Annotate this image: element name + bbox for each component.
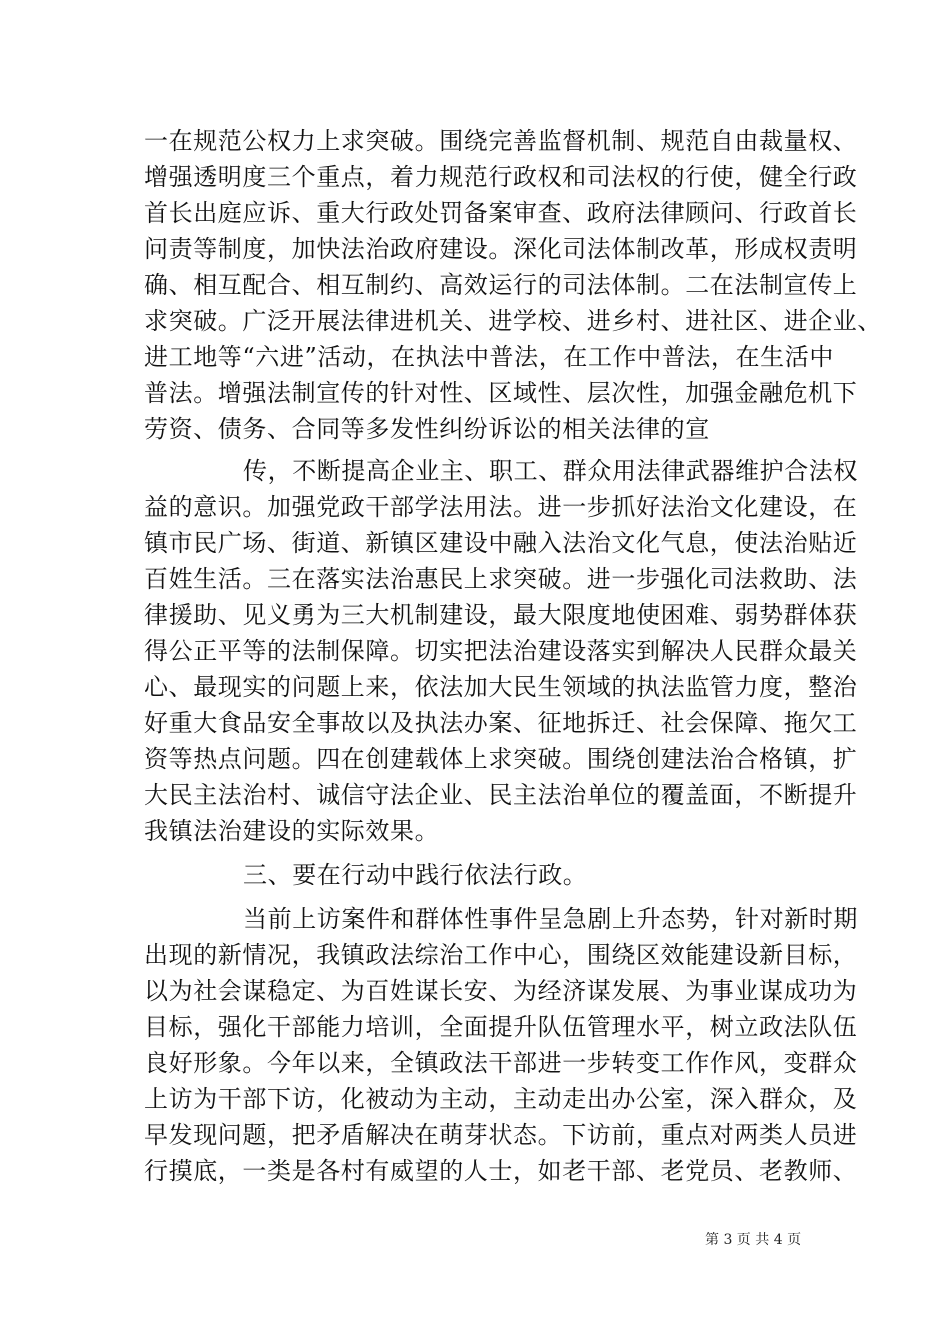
body-line: 镇市民广场、街道、新镇区建设中融入法治文化气息，使法治贴近 — [144, 529, 858, 557]
body-line: 早发现问题，把矛盾解决在萌芽状态。下访前，重点对两类人员进 — [144, 1121, 858, 1149]
body-line: 问责等制度，加快法治政府建设。深化司法体制改革，形成权责明 — [144, 235, 858, 263]
body-line: 增强透明度三个重点，着力规范行政权和司法权的行使，健全行政 — [144, 163, 858, 191]
body-line: 首长出庭应诉、重大行政处罚备案审查、政府法律顾问、行政首长 — [144, 199, 858, 227]
body-line: 出现的新情况，我镇政法综治工作中心，围绕区效能建设新目标， — [144, 941, 858, 969]
body-line: 百姓生活。三在落实法治惠民上求突破。进一步强化司法救助、法 — [144, 565, 858, 593]
body-line: 确、相互配合、相互制约、高效运行的司法体制。二在法制宣传上 — [144, 271, 858, 299]
body-line: 当前上访案件和群体性事件呈急剧上升态势，针对新时期 — [243, 905, 858, 933]
body-line: 以为社会谋稳定、为百姓谋长安、为经济谋发展、为事业谋成功为 — [144, 977, 858, 1005]
body-line: 传，不断提高企业主、职工、群众用法律武器维护合法权 — [243, 457, 858, 485]
body-line: 得公正平等的法制保障。切实把法治建设落实到解决人民群众最关 — [144, 637, 858, 665]
body-line: 资等热点问题。四在创建载体上求突破。围绕创建法治合格镇，扩 — [144, 745, 858, 773]
body-line: 目标，强化干部能力培训，全面提升队伍管理水平，树立政法队伍 — [144, 1013, 858, 1041]
body-line: 律援助、见义勇为三大机制建设，最大限度地使困难、弱势群体获 — [144, 601, 858, 629]
body-line: 求突破。广泛开展法律进机关、进学校、进乡村、进社区、进企业、 — [144, 307, 882, 335]
body-line: 益的意识。加强党政干部学法用法。进一步抓好法治文化建设，在 — [144, 493, 858, 521]
body-line: 良好形象。今年以来，全镇政法干部进一步转变工作作风，变群众 — [144, 1049, 858, 1077]
body-line: 上访为干部下访，化被动为主动，主动走出办公室，深入群众，及 — [144, 1085, 858, 1113]
body-line: 一在规范公权力上求突破。围绕完善监督机制、规范自由裁量权、 — [144, 127, 858, 155]
body-line: 心、最现实的问题上来，依法加大民生领域的执法监管力度，整治 — [144, 673, 858, 701]
body-line: 好重大食品安全事故以及执法办案、征地拆迁、社会保障、拖欠工 — [144, 709, 858, 737]
body-line: 普法。增强法制宣传的针对性、区域性、层次性，加强金融危机下 — [144, 379, 858, 407]
body-line: 行摸底，一类是各村有威望的人士，如老干部、老党员、老教师、 — [144, 1157, 858, 1185]
body-line: 大民主法治村、诚信守法企业、民主法治单位的覆盖面，不断提升 — [144, 781, 858, 809]
body-line: 劳资、债务、合同等多发性纠纷诉讼的相关法律的宣 — [144, 415, 710, 443]
body-line: 我镇法治建设的实际效果。 — [144, 817, 440, 845]
section-heading: 三、要在行动中践行依法行政。 — [243, 861, 588, 889]
page-number-footer: 第 3 页 共 4 页 — [705, 1232, 802, 1248]
body-line: 进工地等“六进”活动，在执法中普法，在工作中普法，在生活中 — [144, 343, 834, 371]
